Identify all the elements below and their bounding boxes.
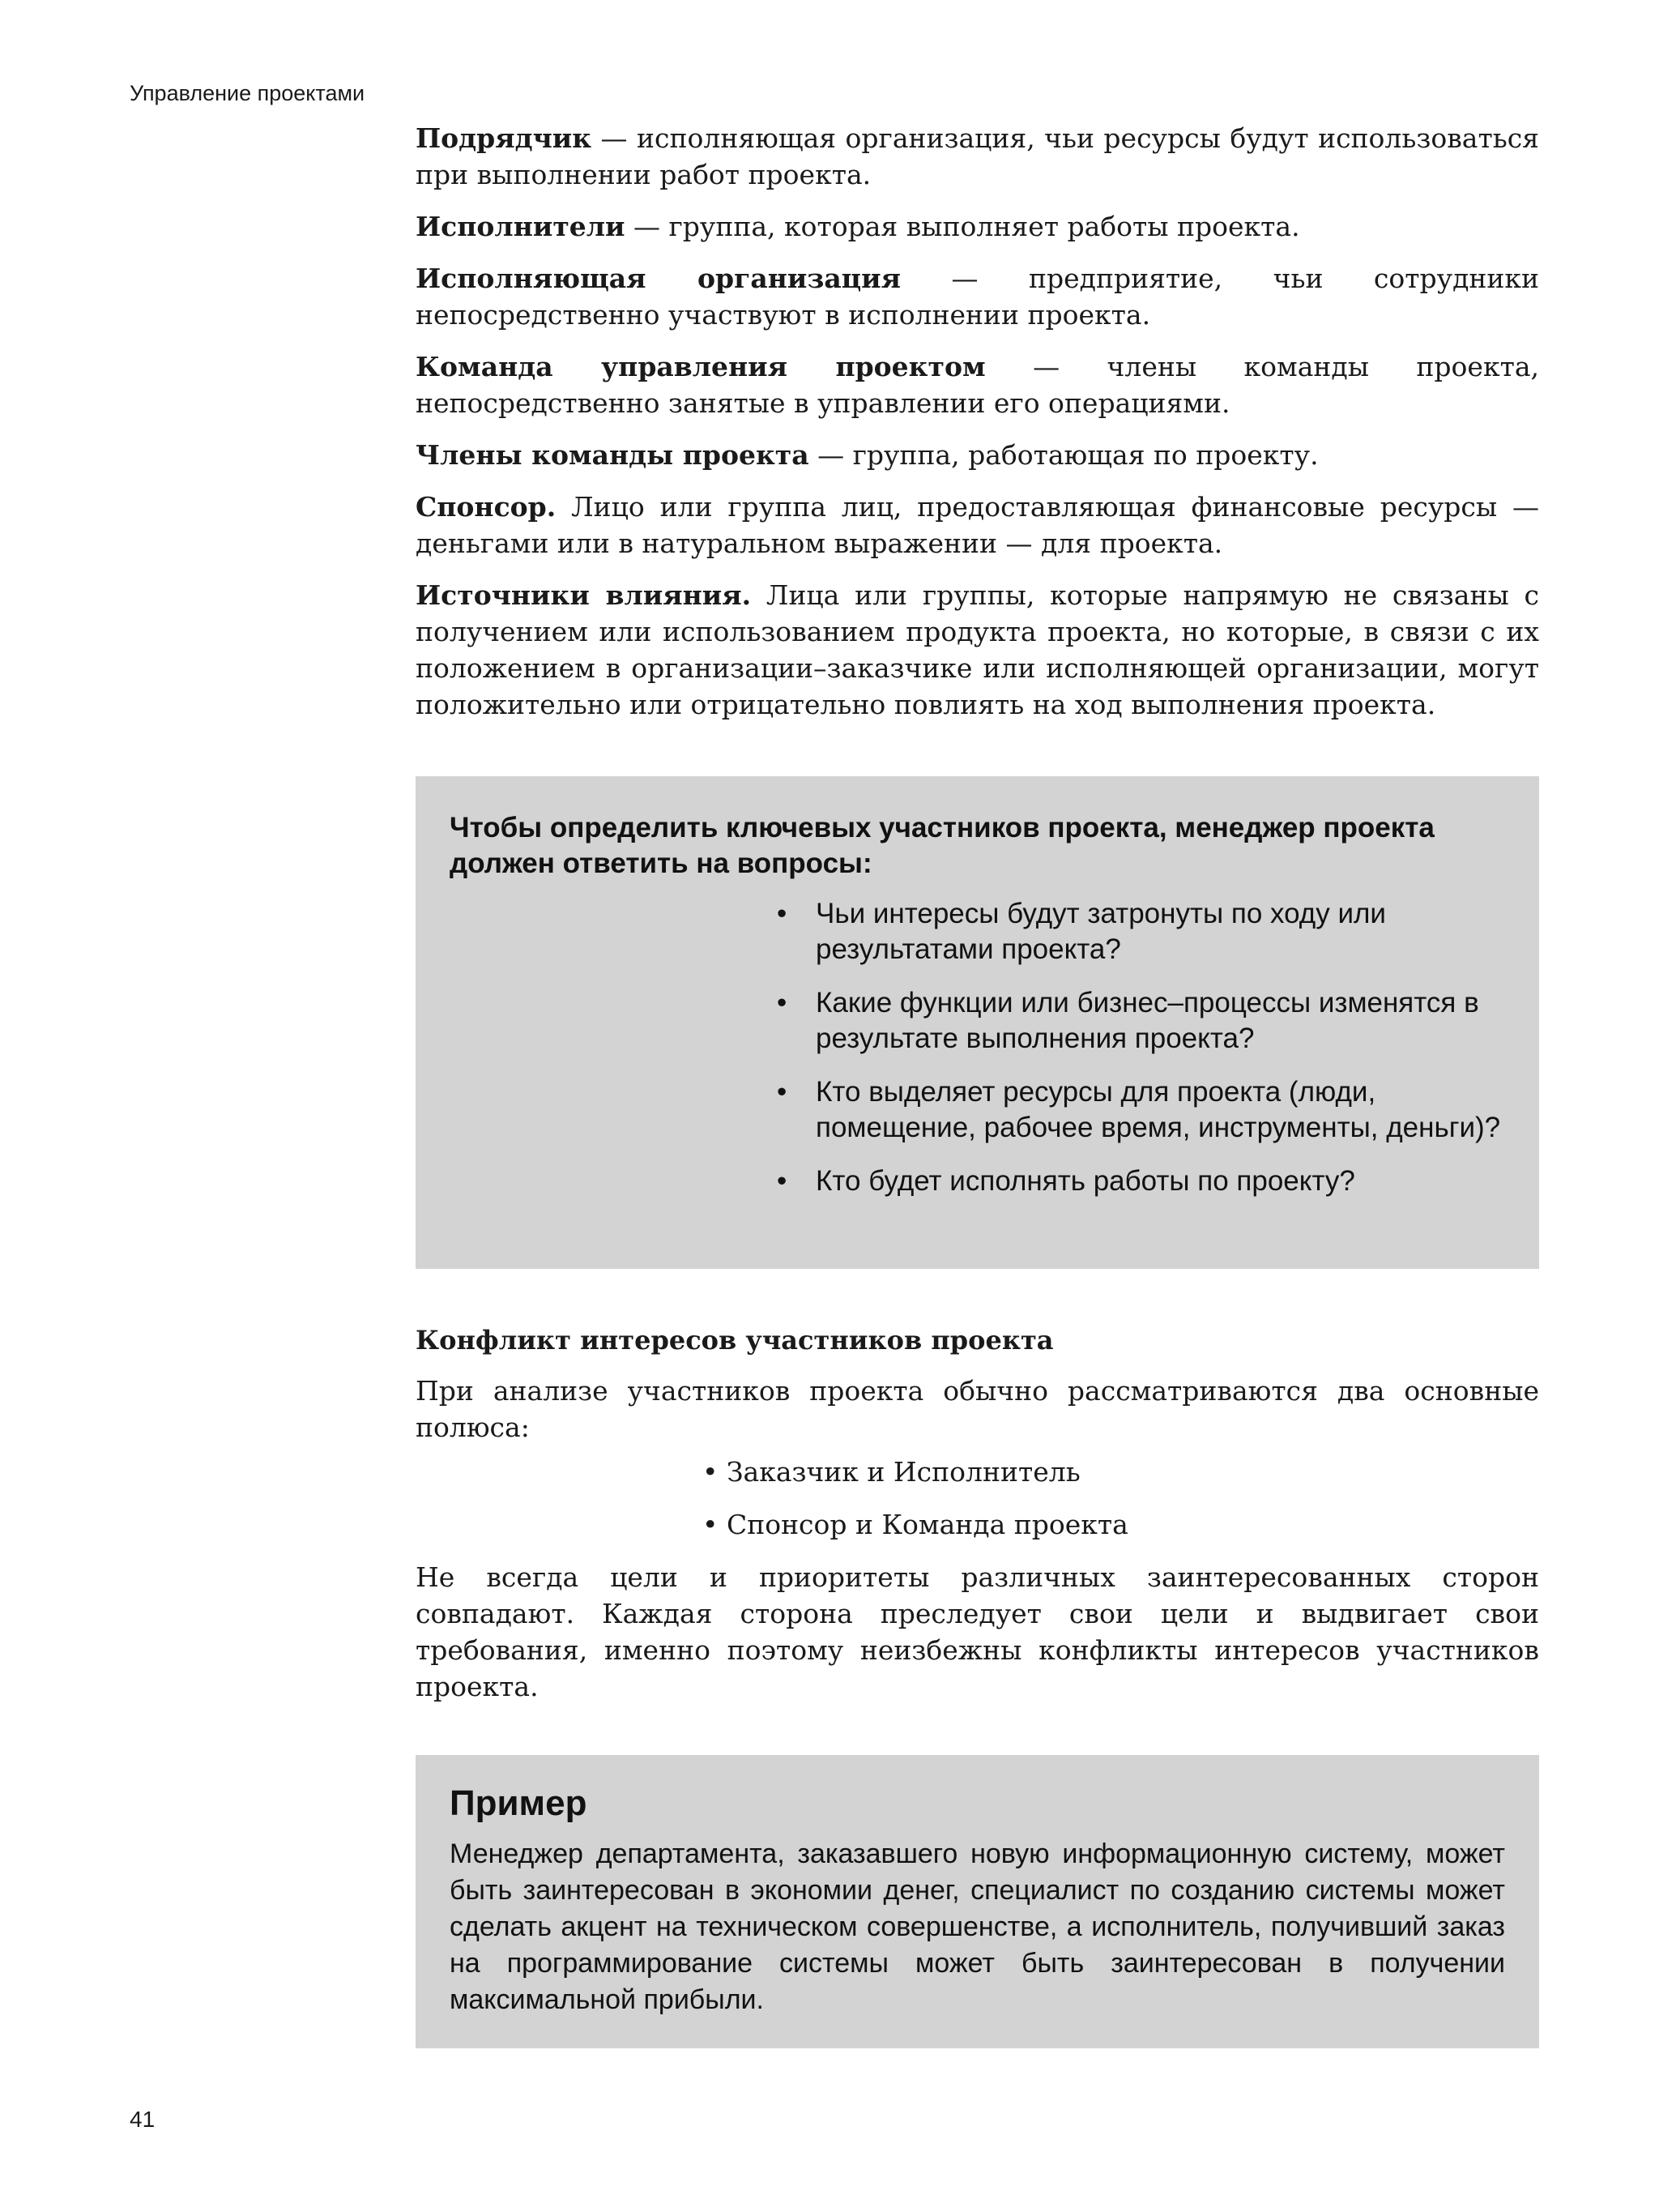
bullet: •: [777, 1076, 787, 1108]
definition-text: — члены команды проекта, непосредственно занятые в управлении его операциями.: [416, 351, 1539, 419]
key-questions-title: Чтобы определить ключевых участников проекта, менеджер проекта должен ответить на вопросы:: [450, 812, 1435, 879]
example-title: Пример: [450, 1783, 587, 1823]
bullet: •: [777, 987, 787, 1018]
definition-term: Спонсор.: [416, 491, 557, 523]
section-heading: Конфликт интересов участников проекта: [416, 1325, 1054, 1356]
list-item: [774, 1074, 1505, 1146]
page-content: [416, 120, 1539, 2048]
definition-term: Команда управления проектом: [416, 351, 986, 382]
definitions-list: [416, 120, 1539, 723]
key-questions-list: [450, 896, 1505, 1199]
question-text: Чьи интересы будут затронуты по ходу или результатами проекта?: [816, 898, 1386, 965]
bullet: •: [777, 1165, 787, 1197]
definition-text: — группа, которая выполняет работы проекта.: [625, 211, 1300, 242]
conflict-intro: При анализе участников проекта обычно рассматриваются два основные полюса:: [416, 1375, 1539, 1443]
list-item: [774, 1164, 1505, 1199]
question-text: Кто выделяет ресурсы для проекта (люди, помещение, рабочее время, инструменты, деньги)?: [816, 1076, 1501, 1143]
definition-influencers: [416, 577, 1539, 723]
definition-performing-organization: [416, 260, 1539, 333]
list-item: • Спонсор и Команда проекта: [702, 1509, 1128, 1540]
definition-term: Исполняющая организация: [416, 263, 902, 294]
definition-sponsor: [416, 489, 1539, 562]
definition-management-team: [416, 348, 1539, 421]
list-item: [774, 896, 1505, 967]
definition-term: Члены команды проекта: [416, 439, 809, 471]
definition-text: — предприятие, чьи сотрудники непосредственно участвуют в исполнении проекта.: [416, 263, 1540, 331]
question-text: Кто будет исполнять работы по проекту?: [816, 1165, 1355, 1197]
poles-list: [416, 1454, 1539, 1543]
list-item: [774, 985, 1505, 1057]
page-number: 41: [130, 2107, 156, 2132]
running-head: Управление проектами: [130, 81, 365, 105]
definition-team-members: [416, 437, 1539, 473]
example-text: Менеджер департамента, заказавшего новую информационную систему, может быть заинтересован в экономии денег, специалист по созданию системы может сделать акцент на техническом совершенстве, а исполнитель, получивший заказ на программирование системы может быть заинтересован в получении максимальной прибыли.: [450, 1838, 1505, 2015]
definition-term: Исполнители: [416, 211, 625, 242]
definition-text: — группа, работающая по проекту.: [808, 439, 1319, 471]
question-text: Какие функции или бизнес–процессы изменятся в результате выполнения проекта?: [816, 987, 1479, 1054]
definition-text: Лица или группы, которые напрямую не связаны с получением или использованием продукта проекта, но которые, в связи с их положением в организации–заказчике или исполняющей организации, могут положительно или отрицательно повлиять на ход выполнения проекта.: [416, 579, 1539, 720]
definition-contractor: [416, 120, 1539, 193]
definition-text: Лицо или группа лиц, предоставляющая финансовые ресурсы — деньгами или в натуральном выражении — для проекта.: [416, 491, 1539, 559]
conflict-paragraph: Не всегда цели и приоритеты различных заинтересованных сторон совпадают. Каждая сторона преследует свои цели и выдвигает свои требования, именно поэтому неизбежны конфликты интересов участников проекта.: [416, 1561, 1539, 1702]
key-questions-box: [416, 776, 1539, 1269]
definition-term: Источники влияния.: [416, 579, 752, 611]
example-box: [416, 1755, 1539, 2048]
definition-performers: [416, 208, 1539, 245]
definition-term: Подрядчик: [416, 122, 592, 154]
list-item: • Заказчик и Исполнитель: [702, 1456, 1081, 1488]
bullet: •: [777, 898, 787, 929]
definition-text: — исполняющая организация, чьи ресурсы будут использоваться при выполнении работ проекта.: [416, 122, 1539, 190]
